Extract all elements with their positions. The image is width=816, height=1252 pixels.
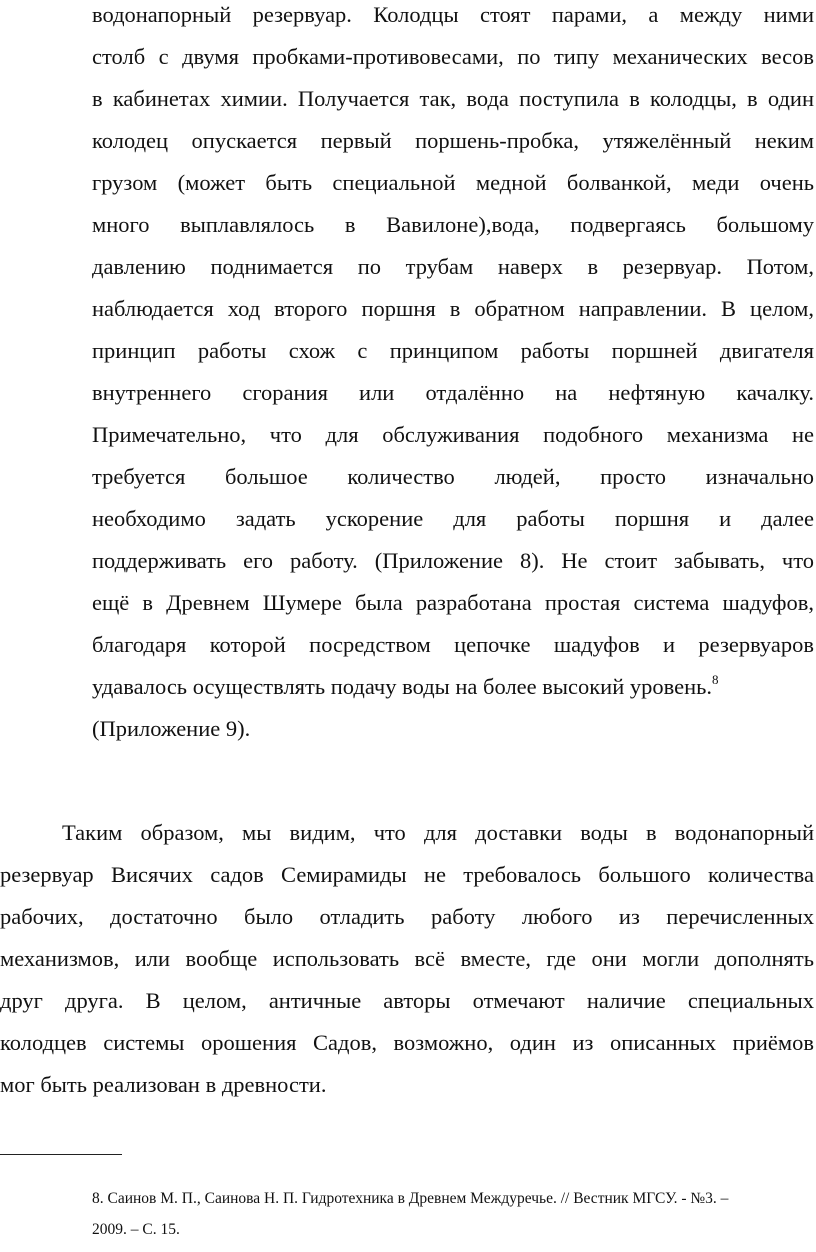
footnote-line: 8. Саинов М. П., Саинова Н. П. Гидротехника в Древнем Междуречье. // Вестник МГСУ. - №3. –: [92, 1190, 729, 1207]
text-line: механизмов, или вообще использовать всё вместе, где они могли дополнять: [0, 946, 814, 971]
text-line: (Приложение 9).: [92, 716, 251, 741]
footnote-marker: 8: [712, 672, 719, 687]
text-line: колодец опускается первый поршень-пробка, утяжелённый неким: [92, 128, 814, 153]
text-line: колодцев системы орошения Садов, возможно, один из описанных приёмов: [0, 1030, 814, 1055]
text-line: [92, 672, 814, 702]
text-line: много выплавлялось в Вавилоне),вода, подвергаясь большому: [92, 212, 814, 237]
text-line: друг друга. В целом, античные авторы отмечают наличие специальных: [0, 988, 814, 1013]
text-line: грузом (может быть специальной медной болванкой, меди очень: [92, 170, 814, 195]
text-line: наблюдается ход второго поршня в обратном направлении. В целом,: [92, 296, 814, 321]
footnote-separator: [0, 1154, 122, 1155]
text-line: резервуар Висячих садов Семирамиды не требовалось большого количества: [0, 862, 814, 887]
text-line: необходимо задать ускорение для работы поршня и далее: [92, 506, 814, 531]
text-line: внутреннего сгорания или отдалённо на нефтяную качалку.: [92, 380, 814, 405]
footnote-line: 2009. – С. 15.: [92, 1221, 180, 1238]
text-line: столб с двумя пробками-противовесами, по типу механических весов: [92, 44, 814, 69]
text-line: водонапорный резервуар. Колодцы стоят парами, а между ними: [92, 2, 814, 27]
text-line: благодаря которой посредством цепочке шадуфов и резервуаров: [92, 632, 814, 657]
text-line: рабочих, достаточно было отладить работу любого из перечисленных: [0, 904, 814, 929]
text-line: поддерживать его работу. (Приложение 8). Не стоит забывать, что: [92, 548, 814, 573]
text-line: в кабинетах химии. Получается так, вода поступила в колодцы, в один: [92, 86, 814, 111]
text-line: ещё в Древнем Шумере была разработана простая система шадуфов,: [92, 590, 814, 615]
text-line: давлению поднимается по трубам наверх в резервуар. Потом,: [92, 254, 814, 279]
text-line: мог быть реализован в древности.: [0, 1072, 327, 1097]
text-line: Примечательно, что для обслуживания подобного механизма не: [92, 422, 814, 447]
text-line-content: удавалось осуществлять подачу воды на более высокий уровень.: [92, 674, 713, 699]
text-line: принцип работы схож с принципом работы поршней двигателя: [92, 338, 814, 363]
text-line: Таким образом, мы видим, что для доставки воды в водонапорный: [62, 820, 814, 845]
text-line: требуется большое количество людей, просто изначально: [92, 464, 814, 489]
